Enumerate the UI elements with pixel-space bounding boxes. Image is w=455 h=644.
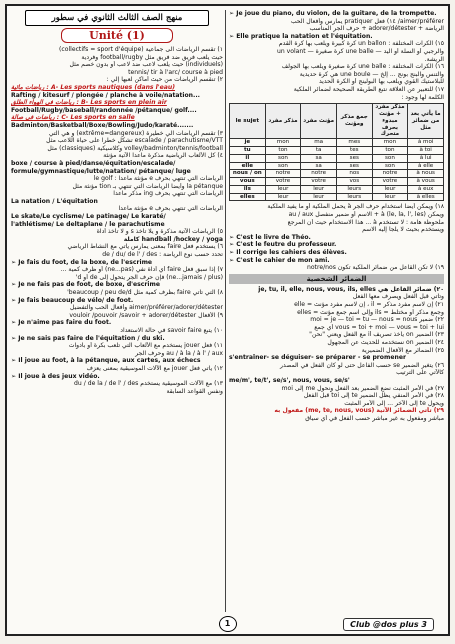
text-line: ➢ Je ne fais pas de foot, de boxe, d'escrime	[11, 281, 160, 289]
text-line: ١٦) الكرات المختلفة : une balle كرة صغيرة ويلعب بها الجولف	[281, 63, 444, 71]
table-cell: notre	[301, 170, 337, 178]
table-cell: leur	[301, 193, 337, 201]
table-cell: vos	[336, 178, 372, 186]
table-header-row	[230, 104, 444, 139]
table-cell: elles	[230, 193, 266, 201]
text-line: ➢ Je fais beaucoup de vélo/ de foot.	[11, 296, 134, 304]
text-line: formule/gymnastique/lutte/natation/ pétanque/ luge	[11, 167, 191, 175]
table-cell: leur	[265, 193, 301, 201]
table-cell: à eux	[408, 185, 444, 193]
text-line: l'athlétisme/ Le deltaplane / le parachutisme	[11, 220, 165, 228]
right-mid-lines	[229, 203, 444, 271]
text-line: وجمع مذكر أو مختلط = ils وإلى اسم جمع مؤنث = elles	[297, 308, 444, 316]
table-cell: leur	[372, 193, 408, 201]
table-cell: nos	[336, 170, 372, 178]
text-line: ٥) الرياضات الآتية مذكرة و يلا تأخذ s و لا تأخذ أداة	[96, 228, 223, 236]
text-line: ٧) إذا سبق فعل faire أي أداة نفي (ne...pas) أو ظرف كمية ...	[60, 266, 223, 274]
club-label: Club @dos plus 3	[343, 618, 434, 631]
unit-title: Unité (1)	[61, 28, 173, 43]
left-lines	[11, 46, 223, 395]
text-line: ٢٣) الضمير on يأخذ تصريف il مع الفعل ويعني "نحن"	[309, 331, 444, 339]
table-body	[230, 139, 444, 201]
table-cell: son	[265, 162, 301, 170]
table-cell: mes	[336, 139, 372, 147]
table-cell: ma	[301, 139, 337, 147]
text-line: كالآتي على الترتيب	[396, 369, 444, 377]
table-cell: son	[372, 154, 408, 162]
table-cell: sa	[301, 162, 337, 170]
text-line: escalade / parachutisme/VTT تشكل خطرا على حياة اللاعب مثل	[46, 137, 223, 145]
text-line: الرياضات التي تنتهي بحرف e مؤنثة ماعدا	[118, 205, 223, 213]
table-cell: vous	[230, 178, 266, 186]
text-line: ١٣) مع الآلات الموسيقية يستخدم du / de la / de l' / des	[74, 380, 223, 388]
text-line: ٢٩) تأتي الضمائر الآتية (me, te, nous, vous) مفعول به	[274, 407, 444, 415]
text-line: ١٥) الكرات المختلفة : un ballon كرة كبيرة ويلعب بها كرة القدم	[278, 40, 444, 48]
text-line: ➢ Je n'aime pas faire du foot.	[11, 319, 112, 327]
text-line: ٢٢) ضمير moi = je — toi = tu — nous = nous	[310, 316, 444, 324]
page-title: منهج الصف الثالث الثانوي في سطور	[25, 10, 209, 26]
text-line: ١٢) يأتي فعل jouer مع الآلات الموسيقية بمعنى يعزف	[86, 364, 223, 372]
text-line: (individuels) حيث يلعب لاعب ضد لاعب أو بدون خصم مثل	[69, 61, 223, 69]
table-row	[230, 154, 444, 162]
text-line: ملحوظة هامة : لا تستخدم à ... هذا الاستخدام حيث أن المرجع	[287, 218, 444, 226]
text-line: ١١) فعل jouer يستخدم مع الألعاب التي تلعب بكرة أو بأدوات	[68, 342, 223, 350]
table-cell: mon	[265, 139, 301, 147]
table-cell: mon	[372, 139, 408, 147]
text-line: ٢٦) يتغير الضمير se حسب الفاعل حتى لو كان الفعل في المصدر	[280, 361, 444, 369]
text-line: والرجبي أو السلة أو اليد — une balle كرة صغيرة — un volant	[276, 47, 444, 55]
table-row	[230, 178, 444, 186]
document-page	[5, 4, 450, 636]
table-cell: à lui	[408, 154, 444, 162]
text-line: ➢ Je joue du piano, du violon, de la guitare, de la trompette.	[229, 10, 437, 17]
text-line: الرياضة + adorer/détester + حرف الجر المناسب	[309, 25, 444, 33]
text-line: حيث يلعب فريق ضد فريق مثل football/rugby وفردية	[81, 53, 223, 61]
text-line: ١٠) يتبع savoir faire في حالة الاستعداد	[120, 326, 223, 334]
table-cell: ton	[372, 146, 408, 154]
table-row	[230, 170, 444, 178]
text-line: ➢ Il joue à des jeux vidéo.	[11, 372, 100, 380]
table-cell: à moi	[408, 139, 444, 147]
table-cell: je	[230, 139, 266, 147]
table-cell: leur	[301, 185, 337, 193]
text-line: ١٨) ويمكن أيضا استخدام حرف الجر à يحمل الملكية أو ما يفيد الملكية	[267, 203, 444, 211]
text-line: رياضات في الهواء الطلق : B- Les sports en plein air	[11, 99, 167, 107]
table-cell: sa	[301, 154, 337, 162]
table-cell: à elles	[408, 193, 444, 201]
possessive-table	[229, 103, 444, 201]
table-cell: il	[230, 154, 266, 162]
table-header-cell: مذكر مفرد + مؤنث مبدوء بحرف متحرك	[372, 104, 408, 139]
text-line: وتأتي قبل الفعل ويصرف معها الفعل	[352, 293, 444, 301]
table-cell: leur	[265, 185, 301, 193]
text-line: ➢ Elle pratique la natation et l'équitation.	[229, 32, 373, 40]
left-column	[11, 10, 223, 612]
text-line: ونفس القواعد السابقة	[166, 387, 223, 395]
table-row	[230, 139, 444, 147]
text-line: مباشر ومفعول به غير مباشر حسب الفعل في أي سياق	[305, 414, 444, 422]
text-line: Badminton/Basketball/Boxe/Bowling/Judo/karaté.......	[11, 121, 194, 129]
text-line: handball /hockey / yoga كاملة	[123, 235, 223, 243]
text-line: ➢ Il joue au foot, à la pétanque, aux cartes, aux échecs	[11, 357, 201, 365]
text-line: la pétanque وأيضا الرياضات التي تنتهي بـ tion مؤنثة مثل	[72, 182, 223, 190]
table-cell: elle	[230, 162, 266, 170]
right-top-lines	[229, 10, 444, 101]
text-line: رياضات في صالة : C- Les sports en salle	[11, 114, 135, 122]
text-line: الريشة.	[424, 55, 444, 63]
text-line: Rafting / kitesurf / plongée / planche à voile/natation...	[11, 91, 200, 99]
text-line: ١٧) للتعبير عن العلاقة نتبع الطريقة الصحيحة لضمائر الملكية	[293, 85, 444, 93]
text-line: ➢ Je fais du foot, de la boxe, de l'escrime	[11, 258, 153, 266]
text-line: ١٩) لا تكن القاعل من ضمائر الملكية تكون notre/nos	[306, 264, 444, 272]
text-line: ➢ C'est le cahier de mon ami.	[229, 256, 330, 264]
table-header-cell: le sujet	[230, 104, 266, 139]
table-cell: son	[372, 162, 408, 170]
table-cell: tes	[336, 146, 372, 154]
text-line: boxe / course à pied/danse/équitation/escalade/	[11, 159, 176, 167]
text-line: s'entraîner- se déguiser- se préparer - se promener	[229, 354, 406, 362]
table-cell: votre	[265, 178, 301, 186]
text-line: ➢ Je ne sais pas faire de l'équitation / du ski.	[11, 334, 165, 342]
table-cell: notre	[372, 170, 408, 178]
table-row	[230, 146, 444, 154]
text-line: والتنس والبنج بونج ... إلخ — une boule هي كرة حديدية	[299, 70, 444, 78]
text-line: ٢٧) في الأمر المثبت نضع الضمير بعد الفعل ونحول me إلى moi	[281, 384, 444, 392]
table-cell: leurs	[336, 193, 372, 201]
table-cell: votre	[301, 178, 337, 186]
table-cell: ses	[336, 154, 372, 162]
table-cell: notre	[265, 170, 301, 178]
page-number: 1	[219, 616, 237, 632]
text-line: aimer/préférer/ ١٤) فعل pratiquer يمارس وأفعال الحب	[290, 17, 444, 25]
text-line: ➢ Il corrige les cahiers des élèves.	[229, 249, 347, 257]
text-line: الرياضات التي تنتهي بحرف e مؤنثة ماعدا : le golf	[93, 175, 223, 183]
table-header-cell: ما يأتي بعد من ضمائر مثل	[408, 104, 444, 139]
table-cell: son	[265, 154, 301, 162]
table-header-cell: مذكر مفرد	[265, 104, 301, 139]
text-line: ٢٨) في الأمر المنفي يظل الضمير te إلى toi قبل الفعل	[303, 392, 444, 400]
table-row	[230, 162, 444, 170]
table-cell: votre	[372, 178, 408, 186]
text-line: للبلاستيك القوي ويلعب بها البولينج أو الكرة الحديد	[318, 78, 444, 86]
text-line: volley/badminton/tennis/football وكلاسيكية (classiques) مثل	[47, 144, 223, 152]
table-header-cell: مؤنث مفرد	[301, 104, 337, 139]
table-cell: ses	[336, 162, 372, 170]
text-line: ٤) كل الألعاب الرياضية مذكرة ماعدا الآتية مؤنثة	[103, 152, 223, 160]
table-cell: ton	[265, 146, 301, 154]
table-cell: nous / on	[230, 170, 266, 178]
text-line: Football/Rugby/baseball/randonnée /pétanque/ golf....	[11, 106, 197, 114]
text-line: ويحول te إلى الآخر ... إلى الأمر المثبت	[344, 399, 444, 407]
text-line: La natation / L'équitation	[11, 197, 98, 205]
table-cell: à vous	[408, 178, 444, 186]
text-line: ويستخدم بحيث لا يلجأ إليه الاسم	[362, 226, 444, 234]
table-cell: ta	[301, 146, 337, 154]
right-bottom-lines	[229, 286, 444, 423]
text-line: ٩) الأفعال vouloir /pouvoir /savoir + adorer/détester	[69, 311, 223, 319]
text-line: tennis/ tir à l'arc/ course à pied	[128, 68, 223, 76]
table-cell: leurs	[336, 185, 372, 193]
text-line: ٢٠) ضمائر الفاعل هي je, tu, il, elle, nous, vous, ils, elles	[258, 285, 444, 293]
table-cell: leur	[372, 185, 408, 193]
table-cell: tu	[230, 146, 266, 154]
table-row	[230, 185, 444, 193]
text-line: ٨) التي تأتي faire بظرف كمية مثل beaucoup / peu de/d'	[67, 289, 223, 296]
table-row	[230, 193, 444, 201]
text-line: (ne...jamais / plus) فإن حرف الجر يتحول إلى de أو d'	[75, 273, 223, 281]
footer	[7, 616, 448, 632]
table-header-cell: جمع مذكر ومؤنث	[336, 104, 372, 139]
right-column	[229, 10, 444, 612]
table-cell: à elle	[408, 162, 444, 170]
text-line: ٢٥) الضمائر مع الأفعال الضميرية	[361, 346, 444, 354]
text-line: ٢٤) الضمير on نستخدمه للحديث عن المجهول	[327, 338, 444, 346]
text-line: الكلمة لها وجود :	[401, 93, 444, 101]
text-line: تحدد حسب نوع الرياضة : de / du/ de l' / des	[102, 251, 223, 259]
text-line: me/m', te/t', se/s', nous, vous, se/s'	[229, 376, 350, 384]
text-line: ٣) تقسم الرياضات الي خطيرة (extrême=dangereux) و هي التي	[48, 129, 223, 137]
text-line: vous = toi + moi — vous = toi + lui أي جمع	[314, 323, 444, 331]
text-line: aimer/préférer/adorer/détester وأفعال الحب والتفضيل	[69, 304, 223, 312]
text-line: au / à la / à l' / aux وحرف الجر	[135, 349, 223, 357]
text-line: ويمكن à (le, la, l', les) + الاسم أو ضمير منفصل au / aux	[288, 211, 444, 219]
text-line: الرياضات التي تنتهي بحرف ing مذكر ماعدا	[113, 190, 223, 198]
text-line: ➢ C'est le livre de Théo.	[229, 233, 311, 241]
column-divider	[225, 10, 226, 612]
text-line: ➢ C'est le feutre du professeur.	[229, 241, 337, 249]
table-cell: à toi	[408, 146, 444, 154]
text-line: ٦) يستخدم فعل faire بمعنى يمارس يأتي مع النشاط الرياضي	[67, 243, 223, 251]
section-bar-personal-pronouns: الضمائر الشخصية	[229, 274, 444, 284]
text-line: رياضات مائية : A- Les sports nautiques (dans l'eau)	[11, 83, 176, 91]
text-line: ١) تقسم الرياضات الى جماعية (collectifs = sport d'équipe)	[58, 46, 223, 53]
text-line: ٢١) إن لاسم مفرد مذكر = il ، إن لاسم مفرد مؤنث = elle	[294, 301, 444, 309]
text-line: ٢) تنقسم الرياضات من حيث أماكن لعبها إلي :	[106, 76, 223, 84]
table-cell: à nous	[408, 170, 444, 178]
text-line: Le skate/Le cyclisme/ Le patinage/ Le karaté/	[11, 213, 166, 221]
table-cell: ils	[230, 185, 266, 193]
